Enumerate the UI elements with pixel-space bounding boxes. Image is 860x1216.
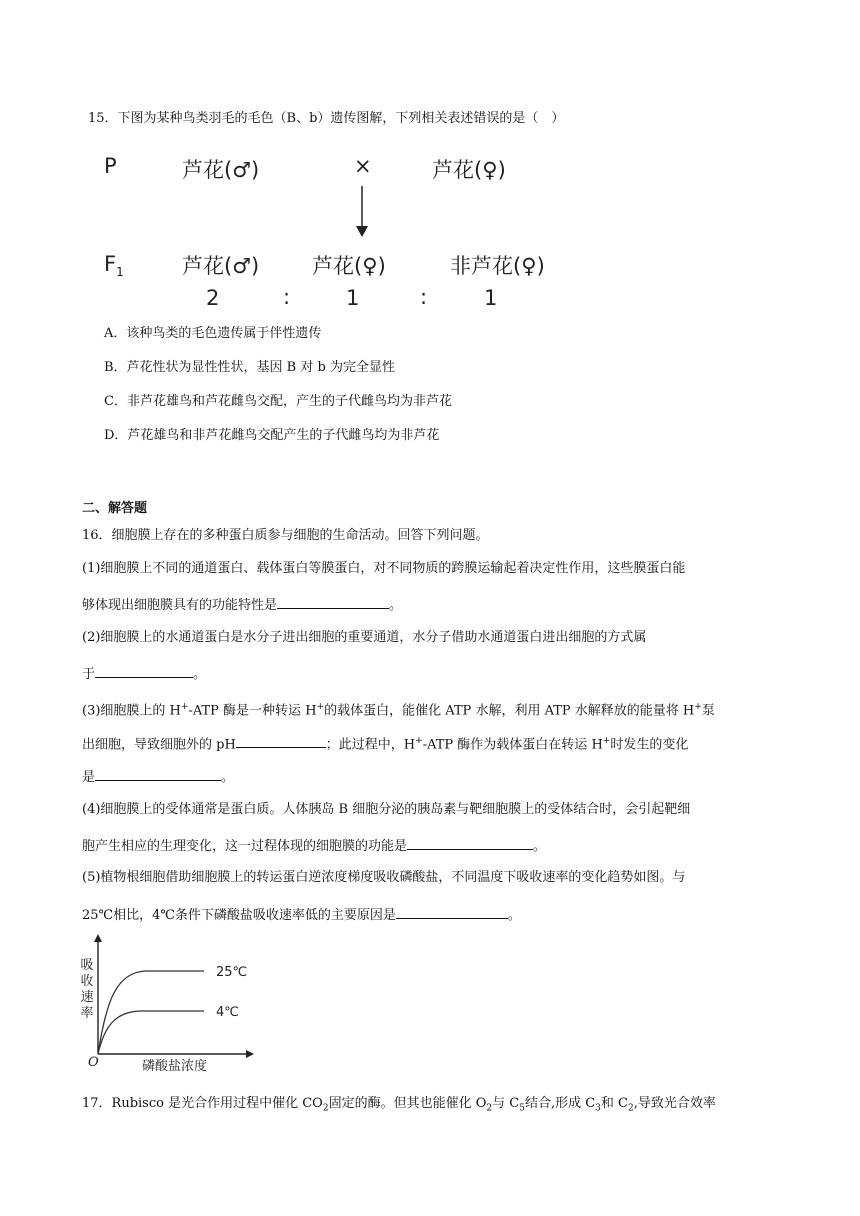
option-a: A．该种鸟类的毛色遗传属于伴性遗传 — [104, 326, 322, 341]
q16-part5-line1: (5)植物根细胞借助细胞膜上的转运蛋白逆浓度梯度吸收磷酸盐，不同温度下吸收速率的变化趋势如图。与 — [82, 870, 686, 885]
absorption-rate-graph — [76, 932, 256, 1072]
q15-stem: 15．下图为某种鸟类羽毛的毛色（B、b）遗传图解，下列相关表述错误的是（ ） — [88, 111, 565, 126]
ratio-value: 1 — [346, 286, 360, 310]
ratio-value: 1 — [484, 286, 498, 310]
option-c: C．非芦花雄鸟和芦花雌鸟交配，产生的子代雌鸟均为非芦花 — [104, 394, 452, 409]
answer-blank[interactable] — [277, 594, 389, 609]
x-axis-label: 磷酸盐浓度 — [142, 1059, 208, 1072]
answer-blank[interactable] — [396, 904, 508, 919]
cross-symbol: × — [354, 154, 372, 178]
curve-4c-label: 4℃ — [216, 1005, 239, 1020]
q16-part4-line1: (4)细胞膜上的受体通常是蛋白质。人体胰岛 B 细胞分泌的胰岛素与靶细胞膜上的受体结合时，会引起靶细 — [82, 802, 691, 817]
q17-stem: 17．Rubisco 是光合作用过程中催化 $CO_2$固定的酶。但其也能催化 $O_2$与 $C_5$结合,形成 $C_3$和 $C_2$,导致光合效率 — [82, 1096, 716, 1114]
x-axis-arrow-icon — [246, 1050, 254, 1058]
q16-part3-line3: 是 。 — [82, 766, 234, 787]
q16-part2-line1: (2)细胞膜上的水通道蛋白是水分子进出细胞的重要通道，水分子借助水通道蛋白进出细胞的方式属 — [82, 630, 647, 645]
q16-stem: 16．细胞膜上存在的多种蛋白质参与细胞的生命活动。回答下列问题。 — [82, 528, 489, 543]
f1-female-luhua: 芦花(♀) — [312, 254, 386, 278]
p-generation-label: P — [104, 154, 117, 178]
answer-blank[interactable] — [95, 766, 221, 781]
ratio-colon: : — [283, 285, 291, 309]
curve-25c — [98, 971, 204, 1054]
option-d: D．芦花雄鸟和非芦花雌鸟交配产生的子代雌鸟均为非芦花 — [104, 428, 440, 443]
y-axis-label: 吸收速率 — [80, 958, 94, 1021]
origin-label: O — [88, 1055, 99, 1070]
down-arrow-icon — [352, 186, 372, 238]
answer-blank[interactable] — [95, 663, 193, 678]
q16-part2-line2: 于 。 — [82, 663, 206, 684]
f1-male-luhua: 芦花(♂) — [182, 254, 260, 278]
cross-diagram — [100, 150, 570, 320]
q16-part5-line2: 25℃相比，4℃条件下磷酸盐吸收速率低的主要原因是 。 — [82, 904, 521, 925]
answer-blank[interactable] — [407, 835, 533, 850]
q16-part3-line1: (3)细胞膜上的 H+-ATP 酶是一种转运 H+的载体蛋白，能催化 ATP 水解，利用 ATP 水解释放的能量将 H+泵 — [82, 702, 715, 719]
ratio-value: 2 — [206, 286, 220, 310]
p-female-phenotype: 芦花(♀) — [432, 158, 506, 182]
y-axis-arrow-icon — [94, 934, 102, 942]
p-male-phenotype: 芦花(♂) — [182, 158, 260, 182]
q16-part1-line2: 够体现出细胞膜具有的功能特性是 。 — [82, 594, 402, 615]
curve-25c-label: 25℃ — [216, 965, 248, 980]
section-heading: 二、解答题 — [82, 501, 148, 516]
answer-blank[interactable] — [236, 733, 326, 748]
f1-female-feiluhua: 非芦花(♀) — [450, 254, 545, 278]
option-b: B．芦花性状为显性性状，基因 B 对 b 为完全显性 — [104, 360, 395, 375]
q16-part3-line2: 出细胞，导致细胞外的 pH ；此过程中，H+-ATP 酶作为载体蛋白在转运 H+时发生的变化 — [82, 732, 688, 754]
q16-part4-line2: 胞产生相应的生理变化，这一过程体现的细胞膜的功能是 。 — [82, 835, 546, 856]
curve-4c — [98, 1011, 204, 1054]
f1-generation-label: $F_1$ — [104, 252, 124, 280]
q16-part1-line1: (1)细胞膜上不同的通道蛋白、载体蛋白等膜蛋白，对不同物质的跨膜运输起着决定性作用，这些膜蛋白能 — [82, 561, 686, 576]
ratio-colon: : — [420, 285, 428, 309]
